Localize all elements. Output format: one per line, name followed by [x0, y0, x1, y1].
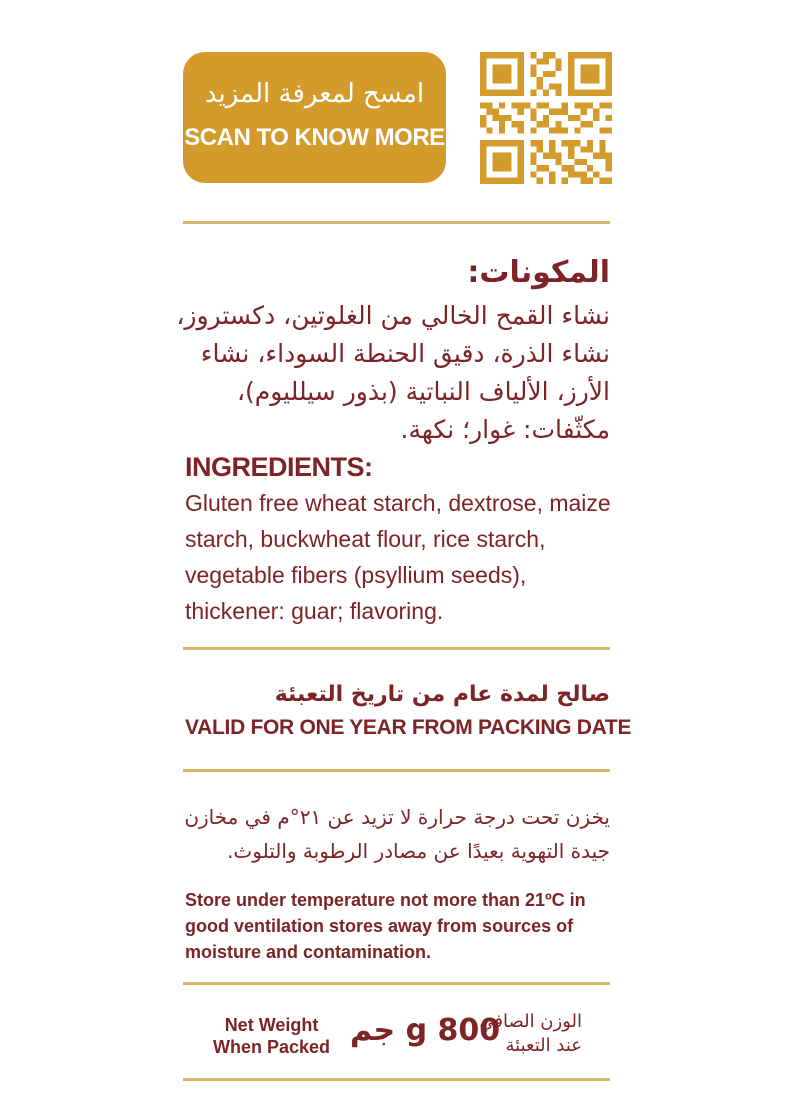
validity-text-english: VALID FOR ONE YEAR FROM PACKING DATE [185, 716, 632, 739]
scan-text-english: SCAN TO KNOW MORE [184, 124, 445, 151]
net-weight-label-line2: When Packed [213, 1037, 331, 1057]
divider [183, 982, 610, 985]
storage-text-arabic: يخزن تحت درجة حرارة لا تزيد عن ٢١°م في مخازن جيدة التهوية بعيدًا عن مصادر الرطوبة والتلوث. [184, 805, 610, 863]
qr-code-icon[interactable] [480, 52, 612, 184]
ingredients-title-english: INGREDIENTS: [185, 452, 373, 482]
net-weight-value: 800 g جم [350, 1013, 501, 1048]
net-weight-label-english [213, 1014, 330, 1058]
net-weight-label-arabic-line2: عند التعبئة [505, 1035, 582, 1056]
divider [183, 647, 610, 650]
net-weight-label-arabic [479, 1010, 582, 1058]
ingredients-body-english: Gluten free wheat starch, dextrose, maize starch, buckwheat flour, rice starch, vegetable fibers (psyllium seeds), thickener: guar; flavoring. [185, 490, 611, 624]
scan-text-arabic: امسح لمعرفة المزيد [204, 79, 425, 109]
scan-badge [183, 52, 446, 183]
storage-text-english: Store under temperature not more than 21ºC in good ventilation stores away from sources of moisture and contamination. [185, 890, 586, 962]
divider [183, 221, 610, 224]
ingredients-title-arabic: المكونات: [467, 255, 610, 290]
net-weight-label-line1: Net Weight [224, 1015, 319, 1035]
ingredients-body-arabic: نشاء القمح الخالي من الغلوتين، دكستروز، نشاء الذرة، دقيق الحنطة السوداء، نشاء الأرز، الألياف النباتية (بذور سيلليوم)، مكثّفات: غوار؛ نكهة. [176, 301, 610, 444]
validity-text-arabic: صالح لمدة عام من تاريخ التعبئة [274, 682, 610, 707]
divider [183, 769, 610, 772]
divider [183, 1078, 610, 1081]
net-weight-label-arabic-line1: الوزن الصافي [479, 1011, 582, 1032]
